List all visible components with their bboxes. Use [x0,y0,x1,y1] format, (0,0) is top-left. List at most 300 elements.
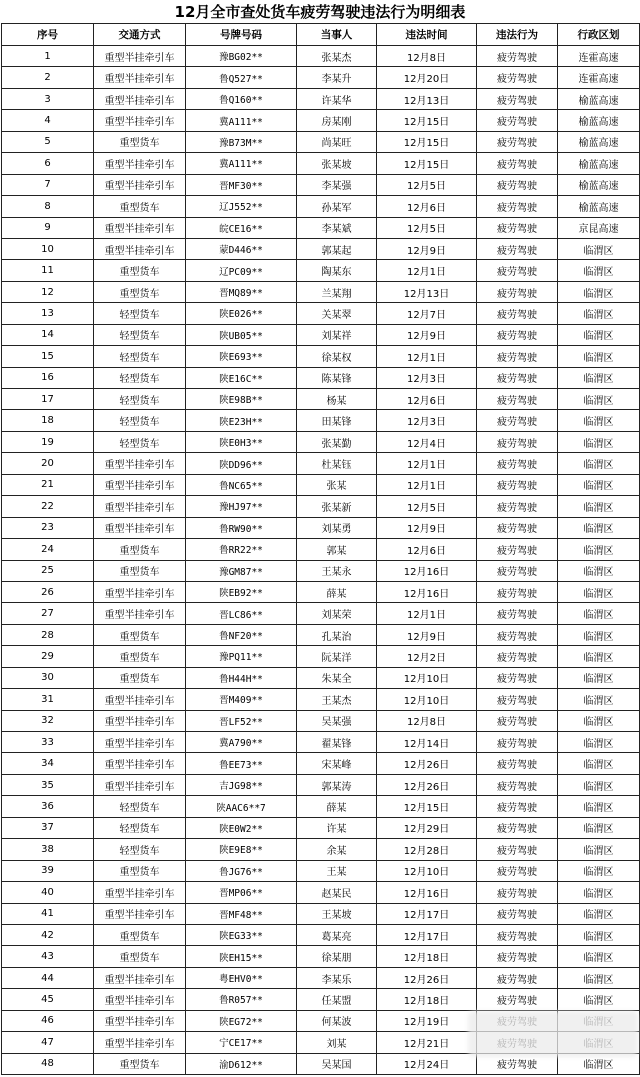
cell-district: 临渭区 [558,431,640,452]
cell-seq: 37 [2,817,94,838]
cell-violation: 疲劳驾驶 [477,196,558,217]
cell-time: 12月13日 [377,88,477,109]
cell-seq: 19 [2,431,94,452]
violations-table [1,23,640,1075]
cell-vehicle-type: 重型货车 [94,281,186,302]
cell-time: 12月7日 [377,303,477,324]
cell-district: 榆蓝高速 [558,153,640,174]
cell-district: 临渭区 [558,389,640,410]
cell-seq: 29 [2,646,94,667]
cell-plate: 陕E98B** [186,389,297,410]
cell-party: 李某斌 [297,217,377,238]
cell-time: 12月16日 [377,581,477,602]
cell-seq: 39 [2,860,94,881]
cell-seq: 12 [2,281,94,302]
cell-party: 李某强 [297,174,377,195]
cell-time: 12月18日 [377,989,477,1010]
cell-plate: 陕E693** [186,346,297,367]
cell-district: 临渭区 [558,1053,640,1074]
cell-time: 12月1日 [377,453,477,474]
cell-violation: 疲劳驾驶 [477,153,558,174]
cell-party: 余某 [297,839,377,860]
cell-violation: 疲劳驾驶 [477,131,558,152]
cell-district: 临渭区 [558,839,640,860]
cell-plate: 鲁R057** [186,989,297,1010]
cell-party: 赵某民 [297,882,377,903]
table-row [2,196,640,217]
cell-plate: 陕E0H3** [186,431,297,452]
cell-seq: 8 [2,196,94,217]
cell-violation: 疲劳驾驶 [477,346,558,367]
cell-plate: 陕EG72** [186,1010,297,1031]
cell-district: 临渭区 [558,346,640,367]
table-row [2,153,640,174]
cell-party: 翟某锋 [297,732,377,753]
cell-violation: 疲劳驾驶 [477,1053,558,1074]
cell-plate: 陕UB05** [186,324,297,345]
watermark-blur [468,1011,638,1057]
cell-party: 薛某 [297,796,377,817]
cell-plate: 陕EG33** [186,924,297,945]
cell-plate: 晋LF52** [186,710,297,731]
cell-time: 12月29日 [377,817,477,838]
cell-district: 榆蓝高速 [558,174,640,195]
cell-party: 朱某全 [297,667,377,688]
cell-district: 临渭区 [558,967,640,988]
cell-seq: 23 [2,517,94,538]
cell-party: 王某杰 [297,689,377,710]
cell-vehicle-type: 重型货车 [94,946,186,967]
cell-plate: 辽PC09** [186,260,297,281]
cell-violation: 疲劳驾驶 [477,667,558,688]
cell-seq: 28 [2,624,94,645]
cell-time: 12月13日 [377,281,477,302]
cell-district: 临渭区 [558,903,640,924]
cell-plate: 陕E9E8** [186,839,297,860]
cell-vehicle-type: 重型半挂牵引车 [94,67,186,88]
cell-plate: 豫PQ11** [186,646,297,667]
table-row [2,260,640,281]
cell-time: 12月16日 [377,560,477,581]
cell-party: 陶某东 [297,260,377,281]
cell-violation: 疲劳驾驶 [477,753,558,774]
table-row [2,517,640,538]
cell-vehicle-type: 重型半挂牵引车 [94,710,186,731]
cell-time: 12月1日 [377,346,477,367]
table-row [2,346,640,367]
cell-party: 李某乐 [297,967,377,988]
table-title: 12月全市查处货车疲劳驾驶违法行为明细表 [174,3,466,21]
cell-time: 12月9日 [377,624,477,645]
cell-violation: 疲劳驾驶 [477,238,558,259]
cell-seq: 44 [2,967,94,988]
cell-party: 葛某亮 [297,924,377,945]
cell-vehicle-type: 轻型货车 [94,324,186,345]
cell-plate: 渝D612** [186,1053,297,1074]
table-row [2,110,640,131]
cell-seq: 43 [2,946,94,967]
cell-party: 陈某锋 [297,367,377,388]
cell-vehicle-type: 重型半挂牵引车 [94,732,186,753]
cell-party: 孙某军 [297,196,377,217]
cell-vehicle-type: 重型货车 [94,860,186,881]
cell-seq: 26 [2,581,94,602]
cell-seq: 30 [2,667,94,688]
cell-vehicle-type: 重型半挂牵引车 [94,496,186,517]
cell-seq: 24 [2,539,94,560]
cell-district: 临渭区 [558,303,640,324]
cell-violation: 疲劳驾驶 [477,453,558,474]
cell-vehicle-type: 重型半挂牵引车 [94,153,186,174]
cell-vehicle-type: 轻型货车 [94,389,186,410]
cell-vehicle-type: 重型半挂牵引车 [94,753,186,774]
cell-seq: 20 [2,453,94,474]
cell-vehicle-type: 重型半挂牵引车 [94,882,186,903]
cell-seq: 33 [2,732,94,753]
cell-party: 许某 [297,817,377,838]
cell-party: 许某华 [297,88,377,109]
table-row [2,67,640,88]
cell-vehicle-type: 重型货车 [94,560,186,581]
cell-vehicle-type: 重型半挂牵引车 [94,46,186,67]
cell-district: 临渭区 [558,603,640,624]
cell-district: 京昆高速 [558,217,640,238]
cell-violation: 疲劳驾驶 [477,217,558,238]
cell-plate: 陕E026** [186,303,297,324]
cell-seq: 10 [2,238,94,259]
table-row [2,646,640,667]
cell-time: 12月8日 [377,710,477,731]
table-row [2,967,640,988]
cell-district: 临渭区 [558,817,640,838]
cell-district: 临渭区 [558,796,640,817]
cell-violation: 疲劳驾驶 [477,860,558,881]
cell-violation: 疲劳驾驶 [477,88,558,109]
cell-violation: 疲劳驾驶 [477,367,558,388]
cell-violation: 疲劳驾驶 [477,774,558,795]
cell-plate: 鲁NC65** [186,474,297,495]
cell-party: 张某坡 [297,153,377,174]
table-row [2,217,640,238]
cell-time: 12月15日 [377,796,477,817]
cell-district: 连霍高速 [558,67,640,88]
cell-district: 临渭区 [558,774,640,795]
cell-plate: 鲁JG76** [186,860,297,881]
cell-vehicle-type: 轻型货车 [94,817,186,838]
table-row [2,453,640,474]
cell-district: 临渭区 [558,281,640,302]
cell-vehicle-type: 轻型货车 [94,367,186,388]
cell-district: 临渭区 [558,646,640,667]
cell-time: 12月5日 [377,496,477,517]
cell-time: 12月18日 [377,946,477,967]
cell-party: 杜某钰 [297,453,377,474]
table-row [2,496,640,517]
cell-seq: 3 [2,88,94,109]
table-row [2,732,640,753]
cell-plate: 陕E23H** [186,410,297,431]
cell-plate: 宁CE17** [186,1032,297,1053]
cell-vehicle-type: 重型货车 [94,924,186,945]
cell-party: 徐某朋 [297,946,377,967]
table-row [2,131,640,152]
cell-district: 临渭区 [558,882,640,903]
cell-time: 12月19日 [377,1010,477,1031]
cell-violation: 疲劳驾驶 [477,967,558,988]
table-row [2,474,640,495]
cell-party: 薛某 [297,581,377,602]
cell-violation: 疲劳驾驶 [477,689,558,710]
cell-seq: 27 [2,603,94,624]
table-row [2,689,640,710]
cell-plate: 豫GM87** [186,560,297,581]
cell-plate: 晋MP06** [186,882,297,903]
cell-vehicle-type: 重型半挂牵引车 [94,967,186,988]
cell-time: 12月9日 [377,238,477,259]
cell-seq: 16 [2,367,94,388]
cell-plate: 鲁Q527** [186,67,297,88]
header-time: 违法时间 [377,24,477,46]
cell-vehicle-type: 重型半挂牵引车 [94,689,186,710]
cell-district: 榆蓝高速 [558,88,640,109]
table-row [2,710,640,731]
cell-plate: 豫BG02** [186,46,297,67]
cell-time: 12月2日 [377,646,477,667]
cell-time: 12月26日 [377,967,477,988]
table-row [2,367,640,388]
cell-time: 12月21日 [377,1032,477,1053]
cell-vehicle-type: 轻型货车 [94,796,186,817]
cell-plate: 皖CE16** [186,217,297,238]
cell-vehicle-type: 重型半挂牵引车 [94,517,186,538]
cell-time: 12月3日 [377,367,477,388]
cell-violation: 疲劳驾驶 [477,539,558,560]
cell-time: 12月6日 [377,539,477,560]
cell-party: 张某 [297,474,377,495]
cell-vehicle-type: 重型半挂牵引车 [94,989,186,1010]
cell-time: 12月17日 [377,924,477,945]
cell-district: 临渭区 [558,989,640,1010]
cell-time: 12月6日 [377,196,477,217]
cell-party: 孔某治 [297,624,377,645]
cell-violation: 疲劳驾驶 [477,110,558,131]
cell-district: 连霍高速 [558,46,640,67]
cell-plate: 晋MF48** [186,903,297,924]
cell-plate: 鲁H44H** [186,667,297,688]
cell-time: 12月15日 [377,110,477,131]
cell-plate: 陕DD96** [186,453,297,474]
header-party: 当事人 [297,24,377,46]
cell-plate: 晋MF30** [186,174,297,195]
cell-seq: 42 [2,924,94,945]
cell-party: 田某锋 [297,410,377,431]
cell-violation: 疲劳驾驶 [477,281,558,302]
cell-vehicle-type: 轻型货车 [94,346,186,367]
table-row [2,431,640,452]
table-row [2,603,640,624]
cell-seq: 25 [2,560,94,581]
cell-vehicle-type: 重型货车 [94,539,186,560]
cell-district: 榆蓝高速 [558,196,640,217]
cell-vehicle-type: 重型货车 [94,624,186,645]
cell-violation: 疲劳驾驶 [477,560,558,581]
table-row [2,389,640,410]
table-row [2,817,640,838]
cell-plate: 陕E0W2** [186,817,297,838]
cell-party: 宋某峰 [297,753,377,774]
cell-plate: 豫B73M** [186,131,297,152]
cell-seq: 1 [2,46,94,67]
cell-vehicle-type: 重型半挂牵引车 [94,474,186,495]
cell-violation: 疲劳驾驶 [477,603,558,624]
cell-plate: 辽J552** [186,196,297,217]
cell-seq: 36 [2,796,94,817]
cell-time: 12月9日 [377,517,477,538]
cell-seq: 48 [2,1053,94,1074]
cell-vehicle-type: 重型货车 [94,1053,186,1074]
cell-violation: 疲劳驾驶 [477,517,558,538]
cell-vehicle-type: 重型货车 [94,260,186,281]
cell-party: 郭某 [297,539,377,560]
cell-plate: 冀A111** [186,153,297,174]
cell-violation: 疲劳驾驶 [477,431,558,452]
cell-plate: 鲁RR22** [186,539,297,560]
cell-district: 临渭区 [558,474,640,495]
cell-party: 兰某翔 [297,281,377,302]
cell-violation: 疲劳驾驶 [477,324,558,345]
header-row [2,24,640,46]
cell-vehicle-type: 轻型货车 [94,839,186,860]
cell-violation: 疲劳驾驶 [477,796,558,817]
cell-time: 12月3日 [377,410,477,431]
table-body [2,46,640,1075]
cell-party: 何某波 [297,1010,377,1031]
table-row [2,946,640,967]
table-row [2,303,640,324]
header-vehicle-type: 交通方式 [94,24,186,46]
cell-district: 临渭区 [558,753,640,774]
cell-seq: 38 [2,839,94,860]
cell-time: 12月14日 [377,732,477,753]
table-row [2,88,640,109]
cell-seq: 6 [2,153,94,174]
cell-violation: 疲劳驾驶 [477,710,558,731]
cell-seq: 18 [2,410,94,431]
cell-violation: 疲劳驾驶 [477,174,558,195]
table-row [2,174,640,195]
cell-seq: 46 [2,1010,94,1031]
cell-vehicle-type: 重型半挂牵引车 [94,581,186,602]
cell-party: 吴某强 [297,710,377,731]
cell-plate: 鲁Q160** [186,88,297,109]
cell-time: 12月5日 [377,174,477,195]
cell-plate: 鲁NF20** [186,624,297,645]
cell-violation: 疲劳驾驶 [477,839,558,860]
header-seq: 序号 [2,24,94,46]
cell-violation: 疲劳驾驶 [477,882,558,903]
cell-district: 临渭区 [558,367,640,388]
cell-vehicle-type: 重型半挂牵引车 [94,1032,186,1053]
cell-party: 关某翠 [297,303,377,324]
cell-time: 12月1日 [377,260,477,281]
cell-seq: 5 [2,131,94,152]
cell-party: 刘某荣 [297,603,377,624]
cell-violation: 疲劳驾驶 [477,581,558,602]
table-row [2,882,640,903]
cell-time: 12月17日 [377,903,477,924]
cell-plate: 冀A111** [186,110,297,131]
cell-plate: 蒙D446** [186,238,297,259]
cell-time: 12月5日 [377,217,477,238]
table-row [2,560,640,581]
cell-seq: 2 [2,67,94,88]
cell-violation: 疲劳驾驶 [477,474,558,495]
cell-party: 郭某起 [297,238,377,259]
cell-vehicle-type: 重型货车 [94,196,186,217]
table-row [2,624,640,645]
cell-vehicle-type: 重型半挂牵引车 [94,1010,186,1031]
cell-time: 12月1日 [377,474,477,495]
table-row [2,667,640,688]
cell-district: 临渭区 [558,860,640,881]
table-row [2,46,640,67]
cell-party: 阮某洋 [297,646,377,667]
table-row [2,281,640,302]
table-row [2,410,640,431]
cell-seq: 14 [2,324,94,345]
cell-violation: 疲劳驾驶 [477,624,558,645]
cell-time: 12月20日 [377,67,477,88]
cell-party: 房某刚 [297,110,377,131]
cell-district: 临渭区 [558,689,640,710]
cell-vehicle-type: 重型半挂牵引车 [94,774,186,795]
cell-district: 临渭区 [558,624,640,645]
cell-district: 临渭区 [558,732,640,753]
cell-party: 张某新 [297,496,377,517]
cell-party: 王某永 [297,560,377,581]
cell-district: 临渭区 [558,238,640,259]
table-row [2,903,640,924]
cell-seq: 45 [2,989,94,1010]
cell-violation: 疲劳驾驶 [477,989,558,1010]
cell-district: 临渭区 [558,539,640,560]
cell-time: 12月26日 [377,774,477,795]
cell-district: 临渭区 [558,946,640,967]
cell-vehicle-type: 轻型货车 [94,431,186,452]
cell-plate: 陕E16C** [186,367,297,388]
cell-violation: 疲劳驾驶 [477,924,558,945]
cell-vehicle-type: 轻型货车 [94,410,186,431]
cell-seq: 35 [2,774,94,795]
cell-vehicle-type: 重型货车 [94,667,186,688]
table-row [2,238,640,259]
cell-vehicle-type: 轻型货车 [94,303,186,324]
cell-party: 刘某祥 [297,324,377,345]
table-row [2,581,640,602]
cell-district: 临渭区 [558,667,640,688]
cell-seq: 32 [2,710,94,731]
table-row [2,860,640,881]
cell-violation: 疲劳驾驶 [477,732,558,753]
cell-violation: 疲劳驾驶 [477,646,558,667]
cell-violation: 疲劳驾驶 [477,67,558,88]
cell-seq: 34 [2,753,94,774]
cell-seq: 22 [2,496,94,517]
cell-violation: 疲劳驾驶 [477,303,558,324]
cell-party: 任某盟 [297,989,377,1010]
cell-district: 临渭区 [558,517,640,538]
cell-district: 临渭区 [558,581,640,602]
